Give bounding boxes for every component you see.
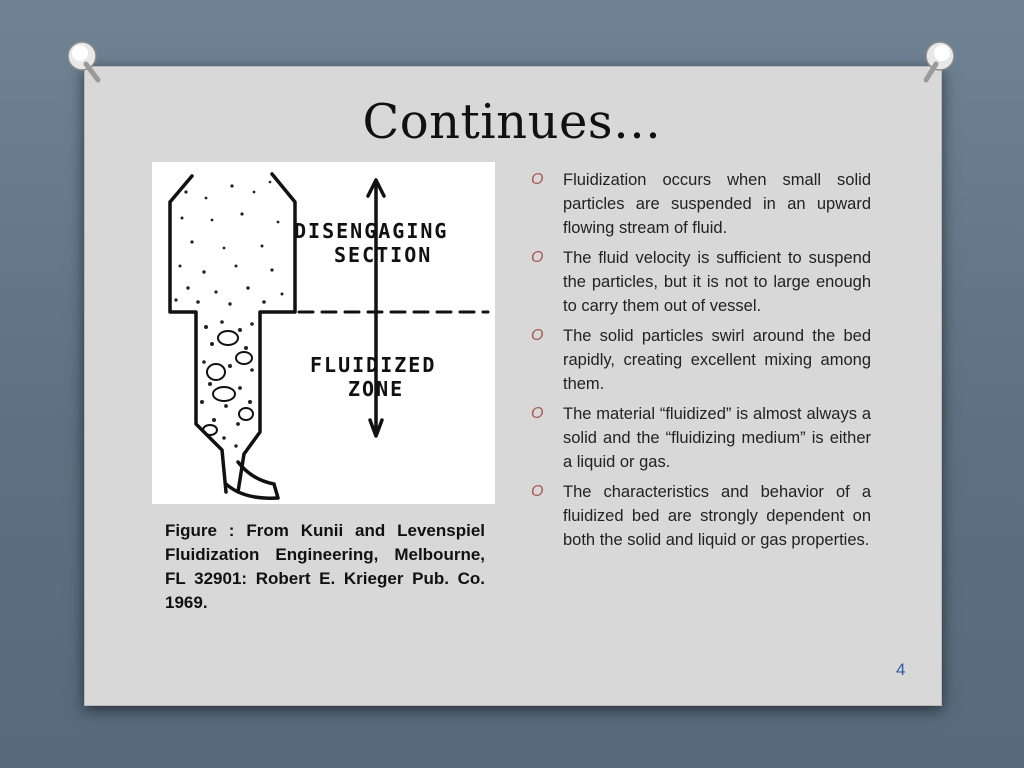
bullet-marker: O [531,327,544,344]
label-disengaging: DISENGAGING [294,219,449,243]
bullet-item [531,480,871,552]
push-pin-icon [916,38,962,84]
bullet-marker: O [531,171,544,188]
bullet-text: The characteristics and behavior of a fluidized bed are strongly dependent on both the solid and liquid or gas properties. [563,483,871,549]
bullet-marker: O [531,483,544,500]
page-number: 4 [896,660,906,679]
bullet-item [531,168,871,240]
bullet-item [531,246,871,318]
push-pin-icon [62,38,108,84]
outlet-pipe [226,462,278,498]
fluidized-bed-figure [152,162,495,504]
fluidized-bed-diagram [152,162,495,504]
bullet-text: The fluid velocity is sufficient to suspend the particles, but it is not to large enough to carry them out of vessel. [563,249,871,315]
bullet-marker: O [531,405,544,422]
bullet-text: Fluidization occurs when small solid particles are suspended in an upward flowing stream of fluid. [563,171,871,237]
vessel-outline [170,174,295,492]
bullet-list [531,168,871,558]
bullet-item [531,402,871,474]
label-zone: ZONE [348,377,405,401]
bullet-item [531,324,871,396]
dense-particles [200,320,254,447]
figure-caption: Figure : From Kunii and Levenspiel Fluidization Engineering, Melbourne, FL 32901: Robert E. Krieger Pub. Co. 1969. [165,521,485,612]
bullet-text: The material “fluidized” is almost always a solid and the “fluidizing medium” is either a liquid or gas. [563,405,871,471]
label-section: SECTION [334,243,433,267]
label-fluidized: FLUIDIZED [310,353,437,377]
sparse-particles [174,181,283,306]
bullet-text: The solid particles swirl around the bed rapidly, creating excellent mixing among them. [563,327,871,393]
slide-title: Continues… [362,94,662,150]
bullet-marker: O [531,249,544,266]
